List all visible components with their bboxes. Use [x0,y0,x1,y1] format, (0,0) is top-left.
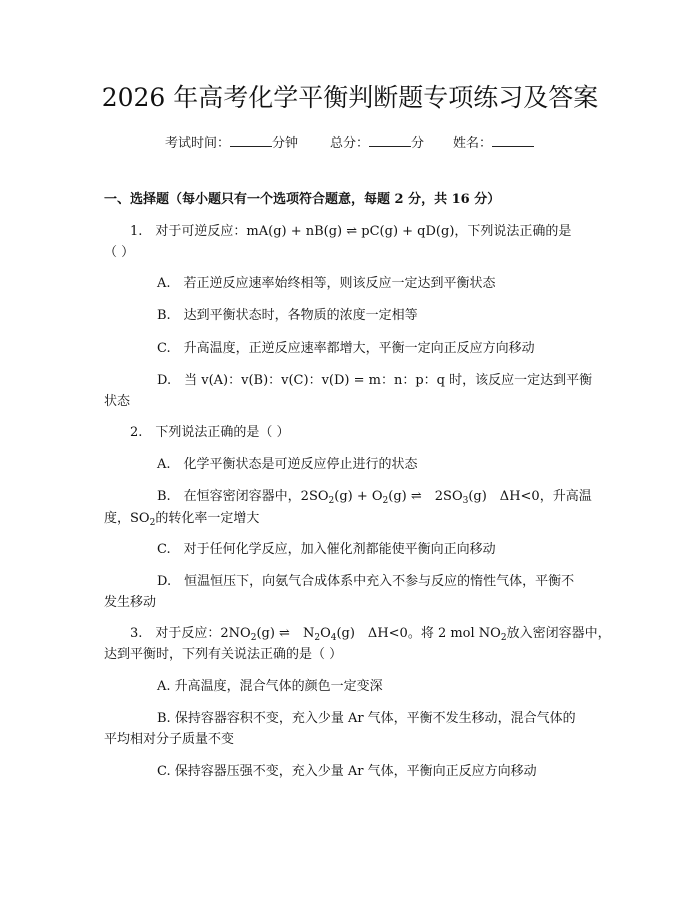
time-blank [230,132,272,147]
q1-option-d: D. 当 v(A)：v(B)：v(C)：v(D) = m：n：p：q 时，该反应一定达到平衡 [157,373,593,388]
score-label: 总分： [330,136,370,151]
q3-option-b: B. 保持容器容积不变，充入少量 Ar 气体，平衡不发生移动，混合气体的 [157,711,576,726]
q3-stem-cont: 达到平衡时，下列有关说法正确的是（ ） [104,647,343,662]
q1-option-d-cont: 状态 [104,394,131,409]
q3-option-a: A. 升高温度，混合气体的颜色一定变深 [157,679,383,694]
q2-option-d: D. 恒温恒压下，向氨气合成体系中充入不参与反应的惰性气体，平衡不 [157,574,575,589]
page-title: 2026 年高考化学平衡判断题专项练习及答案 [101,83,599,112]
q2-option-a: A. 化学平衡状态是可逆反应停止进行的状态 [157,457,418,472]
score-unit: 分 [411,136,425,151]
q1-option-c: C. 升高温度，正逆反应速率都增大，平衡一定向正反应方向移动 [157,341,535,356]
name-blank [492,132,534,147]
q1-stem-cont: （ ） [104,245,135,260]
q2-option-b: B. 在恒容密闭容器中，$2SO_2(g) + O_2(g)$ ⇌ $2SO_3(g)$ ΔH<0，升高温 [157,489,592,506]
student-name [453,132,534,154]
exam-time [165,132,298,154]
q1-stem: 1. 对于可逆反应：mA(g) + nB(g) ⇌ pC(g) + qD(g)，下列说法正确的是 [130,224,572,239]
q2-option-c: C. 对于任何化学反应，加入催化剂都能使平衡向正向移动 [157,542,496,557]
q3-option-b-cont: 平均相对分子质量不变 [104,732,235,747]
q1-option-b: B. 达到平衡状态时，各物质的浓度一定相等 [157,308,418,323]
q2-option-d-cont: 发生移动 [104,595,157,610]
name-label: 姓名： [453,136,493,151]
time-unit: 分钟 [272,136,299,151]
total-score [330,132,424,154]
q1-option-a: A. 若正逆反应速率始终相等，则该反应一定达到平衡状态 [157,276,496,291]
q3-option-c: C. 保持容器压强不变，充入少量 Ar 气体，平衡向正反应方向移动 [157,764,537,779]
q2-stem: 2. 下列说法正确的是（ ） [130,425,290,440]
section-heading: 一、选择题（每小题只有一个选项符合题意，每题 2 分，共 16 分） [104,192,501,207]
q2-option-b-cont: 度，$SO_2$的转化率一定增大 [104,511,260,528]
q3-stem: 3. 对于反应：$2NO_2(g)$ ⇌ $N_2O_4(g)$ ΔH<0。将 2 mol $NO_2$放入密闭容器中， [130,626,611,643]
score-blank [369,132,411,147]
time-label: 考试时间： [165,136,231,151]
